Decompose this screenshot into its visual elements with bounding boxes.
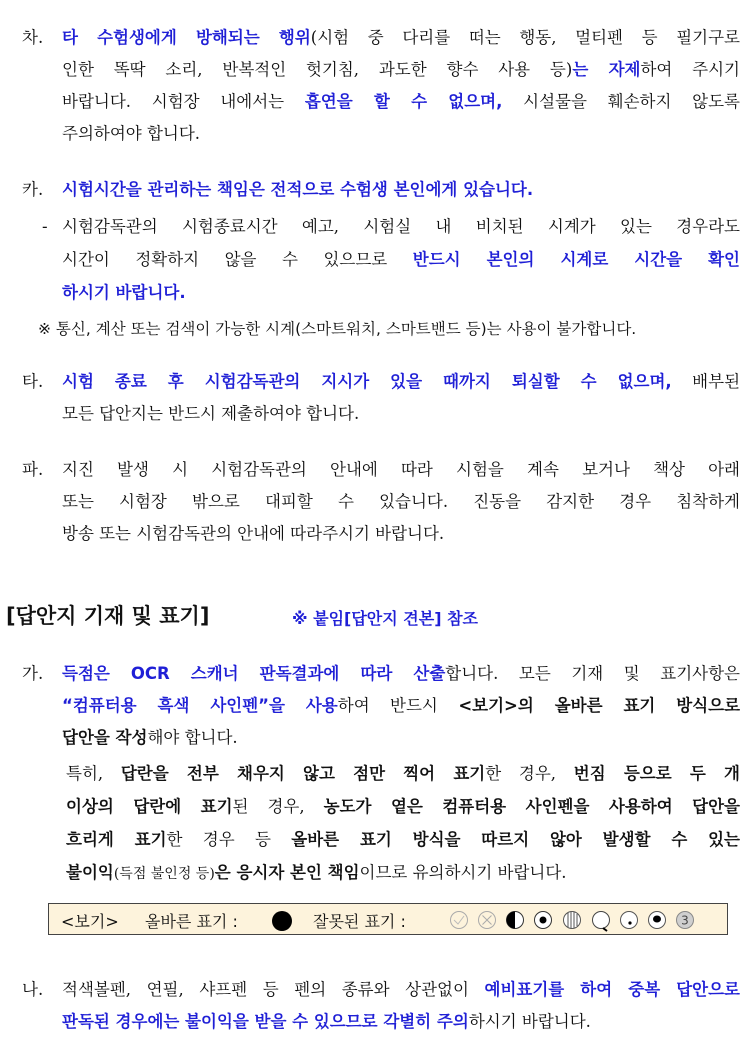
item-cha-line-1: 타 수험생에게 방해되는 행위(시험 중 다리를 떠는 행동, 멀티펜 등 필기구로 bbox=[62, 28, 740, 47]
small-dot-circle-icon bbox=[619, 910, 639, 930]
sub-marker: - bbox=[42, 217, 48, 236]
example-label: <보기> bbox=[61, 912, 119, 931]
answer-ga-para-line-1: 특히, 답란을 전부 채우지 않고 점만 찍어 표기한 경우, 번짐 등으로 두 개 bbox=[66, 764, 740, 783]
item-marker: 타. bbox=[22, 372, 44, 391]
item-pa-line-2: 또는 시험장 밖으로 대피할 수 있습니다. 진동을 감지한 경우 침착하게 bbox=[62, 492, 740, 511]
section-note: ※ 붙임[답안지 견본] 참조 bbox=[292, 609, 478, 628]
correct-label: 올바른 표기 : bbox=[145, 912, 238, 931]
item-ta-line-1: 시험 종료 후 시험감독관의 지시가 있을 때까지 퇴실할 수 없으며, 배부된 bbox=[62, 372, 741, 391]
item-pa-line-3: 방송 또는 시험감독관의 안내에 따라주시기 바랍니다. bbox=[62, 524, 445, 543]
check-mark-circle-icon bbox=[449, 910, 469, 930]
item-cha-line-2: 인한 똑딱 소리, 반복적인 헛기침, 과도한 향수 사용 등)는 자제하여 주시기 bbox=[62, 60, 740, 79]
number-three-circle-icon bbox=[675, 910, 695, 930]
item-ka-sub-line-1: 시험감독관의 시험종료시간 예고, 시험실 내 비치된 시계가 있는 경우라도 bbox=[62, 217, 740, 236]
item-ta-line-2: 모든 답안지는 반드시 제출하여야 합니다. bbox=[62, 404, 360, 423]
item-ka-sub-line-2: 시간이 정확하지 않을 수 있으므로 반드시 본인의 시계로 시간을 확인 bbox=[62, 250, 741, 269]
item-marker: 카. bbox=[22, 180, 44, 199]
section-title: [답안지 기재 및 표기] bbox=[6, 604, 210, 628]
answer-ga-para-line-4: 불이익(득점 불인정 등)은 응시자 본인 책임이므로 유의하시기 바랍니다. bbox=[66, 863, 567, 882]
answer-na-line-1: 적색볼펜, 연필, 샤프펜 등 펜의 종류와 상관없이 예비표기를 하여 중복 답안으로 bbox=[62, 980, 740, 999]
item-cha-line-4: 주의하여야 합니다. bbox=[62, 124, 201, 143]
answer-na-line-2: 판독된 경우에는 불이익을 받을 수 있으므로 각별히 주의하시기 바랍니다. bbox=[62, 1012, 591, 1031]
marking-example-box bbox=[48, 903, 728, 935]
item-pa-line-1: 지진 발생 시 시험감독관의 안내에 따라 시험을 계속 보거나 책상 아래 bbox=[62, 460, 740, 479]
svg-text:3: 3 bbox=[681, 913, 689, 928]
item-marker: 나. bbox=[22, 980, 44, 999]
answer-ga-line-1: 득점은 OCR 스캐너 판독결과에 따라 산출합니다. 모든 기재 및 표기사항은 bbox=[62, 664, 740, 683]
note-smartwatch: ※ 통신, 계산 또는 검색이 가능한 시계(스마트워치, 스마트밴드 등)는 사용이 불가합니다. bbox=[38, 320, 637, 338]
answer-ga-para-line-2: 이상의 답란에 표기된 경우, 농도가 옅은 컴퓨터용 사인펜을 사용하여 답안을 bbox=[66, 797, 740, 816]
wrong-label: 잘못된 표기 : bbox=[313, 912, 406, 931]
item-ka-line-1: 시험시간을 관리하는 책임은 전적으로 수험생 본인에게 있습니다. bbox=[62, 180, 534, 199]
answer-ga-para-line-3: 흐리게 표기한 경우 등 올바른 표기 방식을 따르지 않아 발생할 수 있는 bbox=[66, 830, 740, 849]
item-marker: 파. bbox=[22, 460, 44, 479]
vertical-lines-circle-icon bbox=[561, 910, 583, 930]
blob-circle-icon bbox=[647, 910, 667, 930]
answer-ga-line-3: 답안을 작성해야 합니다. bbox=[62, 728, 238, 747]
half-filled-circle-icon bbox=[505, 910, 525, 930]
answer-ga-line-2: “컴퓨터용 흑색 사인펜”을 사용하여 반드시 <보기>의 올바른 표기 방식으로 bbox=[62, 696, 741, 715]
item-marker: 차. bbox=[22, 28, 44, 47]
item-marker: 가. bbox=[22, 664, 44, 683]
x-mark-circle-icon bbox=[477, 910, 497, 930]
filled-circle-icon bbox=[271, 910, 293, 932]
item-ka-sub-line-3: 하시기 바랍니다. bbox=[62, 283, 186, 302]
center-dot-circle-icon bbox=[533, 910, 553, 930]
tail-circle-icon bbox=[591, 910, 613, 932]
item-cha-line-3: 바랍니다. 시험장 내에서는 흡연을 할 수 없으며, 시설물을 훼손하지 않도록 bbox=[62, 92, 740, 111]
